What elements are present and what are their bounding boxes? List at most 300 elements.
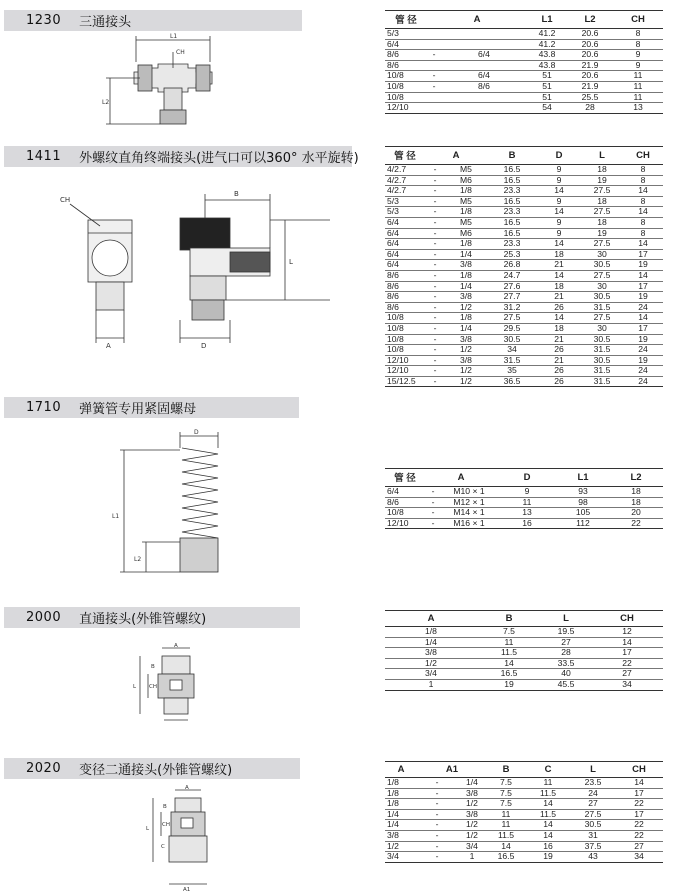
table-cell: 24 [623, 366, 663, 377]
table-cell: 14 [537, 186, 581, 197]
table-cell: - [427, 50, 441, 61]
table-cell: 6/4 [385, 217, 425, 228]
table-cell: 10/8 [385, 334, 425, 345]
table-cell: 7.5 [487, 799, 525, 810]
table-cell: 10/8 [385, 92, 427, 103]
column-header: L [571, 762, 615, 778]
column-header: D [537, 147, 581, 165]
table-cell: - [425, 355, 445, 366]
table-cell: 1/8 [385, 778, 417, 789]
table-cell: 22 [615, 820, 663, 831]
table-cell: 30 [581, 281, 623, 292]
table-cell: 7.5 [487, 788, 525, 799]
table-cell: 30 [581, 249, 623, 260]
table-cell: 3/8 [457, 809, 487, 820]
table-cell: 11 [497, 497, 557, 508]
table-cell: 8/6 [385, 50, 427, 61]
table-row [385, 830, 663, 841]
section-code: 1230 [26, 13, 62, 28]
dim-label: L2 [102, 99, 110, 106]
table-cell: 18 [609, 487, 663, 498]
table-cell: 12 [591, 627, 663, 638]
table-cell [427, 92, 441, 103]
table-cell: 17 [615, 788, 663, 799]
table-cell: 31.5 [581, 302, 623, 313]
table-cell: 10/8 [385, 313, 425, 324]
dim-label: CH [162, 822, 170, 828]
table-row [385, 260, 663, 271]
dim-label: CH [149, 684, 157, 690]
table-cell: 6/4 [385, 228, 425, 239]
section-code: 1710 [26, 400, 62, 415]
table-cell: 19 [477, 679, 541, 690]
table-cell: 17 [623, 249, 663, 260]
section-header-2020 [4, 758, 300, 779]
table-row [385, 778, 663, 789]
table-cell: 16.5 [477, 669, 541, 680]
tee-fitting-diagram [100, 32, 250, 132]
table-cell: M6 [445, 228, 487, 239]
table-cell: 22 [609, 518, 663, 529]
table-cell: 1/4 [445, 323, 487, 334]
table-row [385, 323, 663, 334]
table-cell: - [417, 830, 457, 841]
dim-label: D [201, 342, 207, 350]
table-row [385, 29, 663, 40]
table-cell: 30.5 [581, 292, 623, 303]
table-row [385, 334, 663, 345]
table-cell: 30.5 [581, 260, 623, 271]
table-cell: - [425, 175, 445, 186]
table-cell: 8/6 [385, 60, 427, 71]
table-cell: 12/10 [385, 103, 427, 114]
table-cell: 30 [581, 323, 623, 334]
column-header: 管 径 [385, 147, 425, 165]
table-cell: M6 [445, 175, 487, 186]
table-cell: 19 [623, 260, 663, 271]
table-row [385, 302, 663, 313]
column-header: A [427, 11, 527, 29]
table-cell: 1/8 [385, 799, 417, 810]
table-row [385, 788, 663, 799]
table-cell: 11 [613, 81, 663, 92]
table-cell: - [425, 165, 445, 176]
table-cell: 3/8 [445, 334, 487, 345]
table-cell: 16.5 [487, 852, 525, 863]
table-row [385, 841, 663, 852]
table-cell: 14 [525, 820, 571, 831]
table-cell: 33.5 [541, 658, 591, 669]
table-cell: 11 [525, 778, 571, 789]
table-cell: - [425, 345, 445, 356]
table-cell: - [425, 323, 445, 334]
table-cell: 27 [541, 637, 591, 648]
table-cell: - [427, 71, 441, 82]
table-cell: 6/4 [385, 487, 425, 498]
table-cell: 26 [537, 302, 581, 313]
table-cell: 112 [557, 518, 609, 529]
table-row [385, 50, 663, 61]
column-header: L1 [557, 469, 609, 487]
table-cell: 16 [497, 518, 557, 529]
table-cell: 24 [623, 345, 663, 356]
table-row [385, 217, 663, 228]
table-cell: 18 [537, 249, 581, 260]
table-cell: - [425, 239, 445, 250]
table-cell: 31.5 [581, 376, 623, 387]
table-cell: 1/2 [385, 658, 477, 669]
column-header: L1 [527, 11, 567, 29]
table-cell: - [417, 820, 457, 831]
table-cell: 3/8 [385, 830, 417, 841]
table-cell: 18 [581, 196, 623, 207]
table-cell [441, 39, 527, 50]
table-cell: 18 [609, 497, 663, 508]
table-cell: 4/2.7 [385, 186, 425, 197]
dim-label: B [234, 190, 239, 198]
table-cell: 21.9 [567, 81, 613, 92]
table-cell: 29.5 [487, 323, 537, 334]
table-cell: 8/6 [385, 270, 425, 281]
spec-table-1230 [385, 10, 663, 114]
column-header: C [525, 762, 571, 778]
table-cell: 24.7 [487, 270, 537, 281]
table-cell: 4/2.7 [385, 175, 425, 186]
table-cell: 12/10 [385, 366, 425, 377]
column-header: A [385, 762, 417, 778]
table-cell: - [425, 249, 445, 260]
table-cell: 1 [385, 679, 477, 690]
dim-label: L [289, 258, 293, 266]
table-cell: 11.5 [477, 648, 541, 659]
table-cell: 14 [623, 270, 663, 281]
table-cell: - [425, 508, 441, 519]
table-cell: 8/6 [385, 497, 425, 508]
table-cell: 93 [557, 487, 609, 498]
dim-label: L [146, 826, 150, 832]
table-row [385, 313, 663, 324]
table-cell: - [417, 809, 457, 820]
table-cell: 37.5 [571, 841, 615, 852]
table-cell: 22 [591, 658, 663, 669]
table-cell: 6/4 [385, 249, 425, 260]
table-cell: 14 [615, 778, 663, 789]
column-header: B [487, 147, 537, 165]
table-cell: 43.8 [527, 60, 567, 71]
table-row [385, 175, 663, 186]
table-cell: 45.5 [541, 679, 591, 690]
table-cell: - [425, 376, 445, 387]
table-cell: 1/4 [445, 249, 487, 260]
table-cell [427, 39, 441, 50]
table-cell: 41.2 [527, 29, 567, 40]
table-cell [441, 103, 527, 114]
table-row [385, 71, 663, 82]
table-cell: 10/8 [385, 345, 425, 356]
table-row [385, 627, 663, 638]
section-code: 1411 [26, 149, 62, 164]
table-cell: 51 [527, 81, 567, 92]
table-cell: 1/8 [445, 239, 487, 250]
table-cell: - [427, 81, 441, 92]
reducer-fitting-diagram [145, 784, 225, 894]
table-cell: 1/4 [385, 809, 417, 820]
table-cell: 27.5 [487, 313, 537, 324]
table-cell: 20.6 [567, 71, 613, 82]
table-cell: 9 [613, 60, 663, 71]
table-cell: 31.5 [581, 366, 623, 377]
table-cell: M12 × 1 [441, 497, 497, 508]
column-header: B [487, 762, 525, 778]
section-header-1230 [4, 10, 302, 31]
table-cell: 24 [623, 376, 663, 387]
table-cell: 9 [613, 50, 663, 61]
table-row [385, 658, 663, 669]
column-header: CH [623, 147, 663, 165]
table-cell: 28 [541, 648, 591, 659]
table-cell: M5 [445, 165, 487, 176]
table-cell [441, 60, 527, 71]
dim-label: CH [60, 196, 71, 204]
table-row [385, 366, 663, 377]
table-cell: 8 [623, 217, 663, 228]
table-cell: - [425, 217, 445, 228]
spec-table-2020 [385, 761, 663, 863]
table-cell: 22 [615, 799, 663, 810]
table-cell: 14 [525, 799, 571, 810]
table-cell: 105 [557, 508, 609, 519]
dim-label: L2 [134, 556, 142, 563]
table-cell: 11.5 [525, 788, 571, 799]
table-cell: 3/8 [445, 355, 487, 366]
table-cell: 27 [591, 669, 663, 680]
table-cell: 31.5 [581, 345, 623, 356]
table-cell: - [425, 334, 445, 345]
table-cell: 22 [615, 830, 663, 841]
table-cell: 10/8 [385, 508, 425, 519]
table-cell: - [425, 260, 445, 271]
table-cell: 15/12.5 [385, 376, 425, 387]
table-cell: 41.2 [527, 39, 567, 50]
table-row [385, 165, 663, 176]
table-cell: 9 [537, 217, 581, 228]
table-cell: M10 × 1 [441, 487, 497, 498]
table-row [385, 207, 663, 218]
table-cell: 19 [623, 355, 663, 366]
table-cell: 8/6 [385, 302, 425, 313]
table-cell: 1/8 [445, 313, 487, 324]
table-cell: 3/4 [457, 841, 487, 852]
table-cell: - [417, 799, 457, 810]
table-cell: 27.5 [581, 270, 623, 281]
table-cell: 14 [525, 830, 571, 841]
table-cell: 7.5 [487, 778, 525, 789]
table-row [385, 669, 663, 680]
table-cell: 8 [623, 165, 663, 176]
section-title: 弹簧管专用紧固螺母 [79, 402, 197, 417]
table-cell: 1/2 [445, 366, 487, 377]
table-cell: 4/2.7 [385, 165, 425, 176]
table-cell: 16.5 [487, 217, 537, 228]
table-cell: 3/8 [385, 648, 477, 659]
table-cell: 9 [497, 487, 557, 498]
table-cell: 9 [537, 175, 581, 186]
table-row [385, 92, 663, 103]
table-cell: 8/6 [385, 281, 425, 292]
column-header: CH [591, 611, 663, 627]
table-cell: 18 [537, 281, 581, 292]
table-cell: 20.6 [567, 39, 613, 50]
column-header: 管 径 [385, 11, 427, 29]
dim-label: L1 [170, 33, 178, 40]
table-cell: 24 [571, 788, 615, 799]
column-header: A [385, 611, 477, 627]
table-cell: - [425, 366, 445, 377]
table-cell: 3/4 [385, 852, 417, 863]
table-row [385, 637, 663, 648]
table-cell: 30.5 [571, 820, 615, 831]
table-cell: 8/6 [385, 292, 425, 303]
straight-fitting-diagram [130, 642, 210, 724]
table-cell: 14 [537, 239, 581, 250]
table-cell: M5 [445, 217, 487, 228]
table-cell: 21 [537, 260, 581, 271]
table-cell: 11.5 [525, 809, 571, 820]
table-cell: 12/10 [385, 355, 425, 366]
table-row [385, 292, 663, 303]
table-cell: 16 [525, 841, 571, 852]
table-row [385, 648, 663, 659]
section-title: 外螺纹直角终端接头(进气口可以360° 水平旋转) [79, 151, 359, 166]
table-row [385, 820, 663, 831]
table-cell [427, 60, 441, 71]
table-cell: 17 [623, 281, 663, 292]
table-cell: 16.5 [487, 228, 537, 239]
section-code: 2020 [26, 761, 62, 776]
table-cell: 18 [537, 323, 581, 334]
column-header: D [497, 469, 557, 487]
table-cell: 27.7 [487, 292, 537, 303]
table-cell: 27 [615, 841, 663, 852]
dim-label: A [106, 342, 111, 350]
section-title: 变径二通接头(外锥管螺纹) [79, 763, 233, 778]
table-cell: 1/4 [457, 778, 487, 789]
table-cell: - [425, 497, 441, 508]
table-cell [427, 29, 441, 40]
spring-nut-diagram [110, 428, 250, 588]
table-cell: 10/8 [385, 71, 427, 82]
table-cell: - [425, 487, 441, 498]
table-row [385, 60, 663, 71]
table-cell: 19 [581, 175, 623, 186]
table-cell: 25.3 [487, 249, 537, 260]
column-header: 管 径 [385, 469, 425, 487]
table-cell: 9 [537, 228, 581, 239]
table-cell: 14 [623, 239, 663, 250]
table-cell: 14 [537, 207, 581, 218]
dim-label: C [161, 844, 165, 850]
table-cell: 40 [541, 669, 591, 680]
table-cell: 6/4 [441, 71, 527, 82]
table-cell: 13 [613, 103, 663, 114]
table-cell: 3/8 [445, 292, 487, 303]
table-row [385, 376, 663, 387]
table-cell: - [417, 778, 457, 789]
column-header: L2 [567, 11, 613, 29]
table-cell: 3/8 [457, 788, 487, 799]
table-cell: 16.5 [487, 196, 537, 207]
table-cell: - [425, 207, 445, 218]
section-header-2000 [4, 607, 300, 628]
table-row [385, 518, 663, 529]
table-cell: 30.5 [581, 355, 623, 366]
table-cell: 11 [487, 820, 525, 831]
section-title: 三通接头 [79, 15, 132, 30]
table-row [385, 679, 663, 690]
table-cell: 3/4 [385, 669, 477, 680]
table-row [385, 508, 663, 519]
table-cell: 1/2 [457, 830, 487, 841]
section-header-1411 [4, 146, 359, 167]
table-cell: - [425, 302, 445, 313]
spec-table-1411 [385, 146, 663, 387]
column-header: A [425, 469, 497, 487]
spec-table-1710 [385, 468, 663, 529]
table-cell: 14 [623, 207, 663, 218]
table-cell: - [417, 852, 457, 863]
table-cell: 21 [537, 355, 581, 366]
table-cell: 11 [477, 637, 541, 648]
table-cell: 26 [537, 366, 581, 377]
table-row [385, 228, 663, 239]
table-row [385, 281, 663, 292]
table-row [385, 249, 663, 260]
table-cell: 7.5 [477, 627, 541, 638]
table-cell: - [425, 196, 445, 207]
table-row [385, 355, 663, 366]
table-row [385, 239, 663, 250]
table-cell: 17 [623, 323, 663, 334]
table-cell: 27 [571, 799, 615, 810]
table-cell: 6/4 [385, 239, 425, 250]
table-cell: 8/6 [441, 81, 527, 92]
table-cell: 8 [623, 228, 663, 239]
table-cell: 30.5 [487, 334, 537, 345]
table-cell: 43 [571, 852, 615, 863]
section-title: 直通接头(外锥管螺纹) [79, 612, 207, 627]
table-cell: 14 [623, 313, 663, 324]
column-header: L2 [609, 469, 663, 487]
table-cell: 14 [537, 313, 581, 324]
column-header: CH [613, 11, 663, 29]
table-cell: 6/4 [385, 39, 427, 50]
table-cell: 27.5 [571, 809, 615, 820]
table-cell: 14 [591, 637, 663, 648]
table-cell: - [425, 281, 445, 292]
dim-label: L [133, 684, 137, 690]
table-row [385, 270, 663, 281]
table-cell: 10/8 [385, 81, 427, 92]
table-row [385, 186, 663, 197]
table-cell: M5 [445, 196, 487, 207]
table-cell: 11.5 [487, 830, 525, 841]
table-cell: 19 [525, 852, 571, 863]
table-cell: 25.5 [567, 92, 613, 103]
table-cell: 1/4 [385, 637, 477, 648]
table-cell: 1/4 [385, 820, 417, 831]
table-cell: 1/2 [445, 376, 487, 387]
table-cell: 51 [527, 71, 567, 82]
